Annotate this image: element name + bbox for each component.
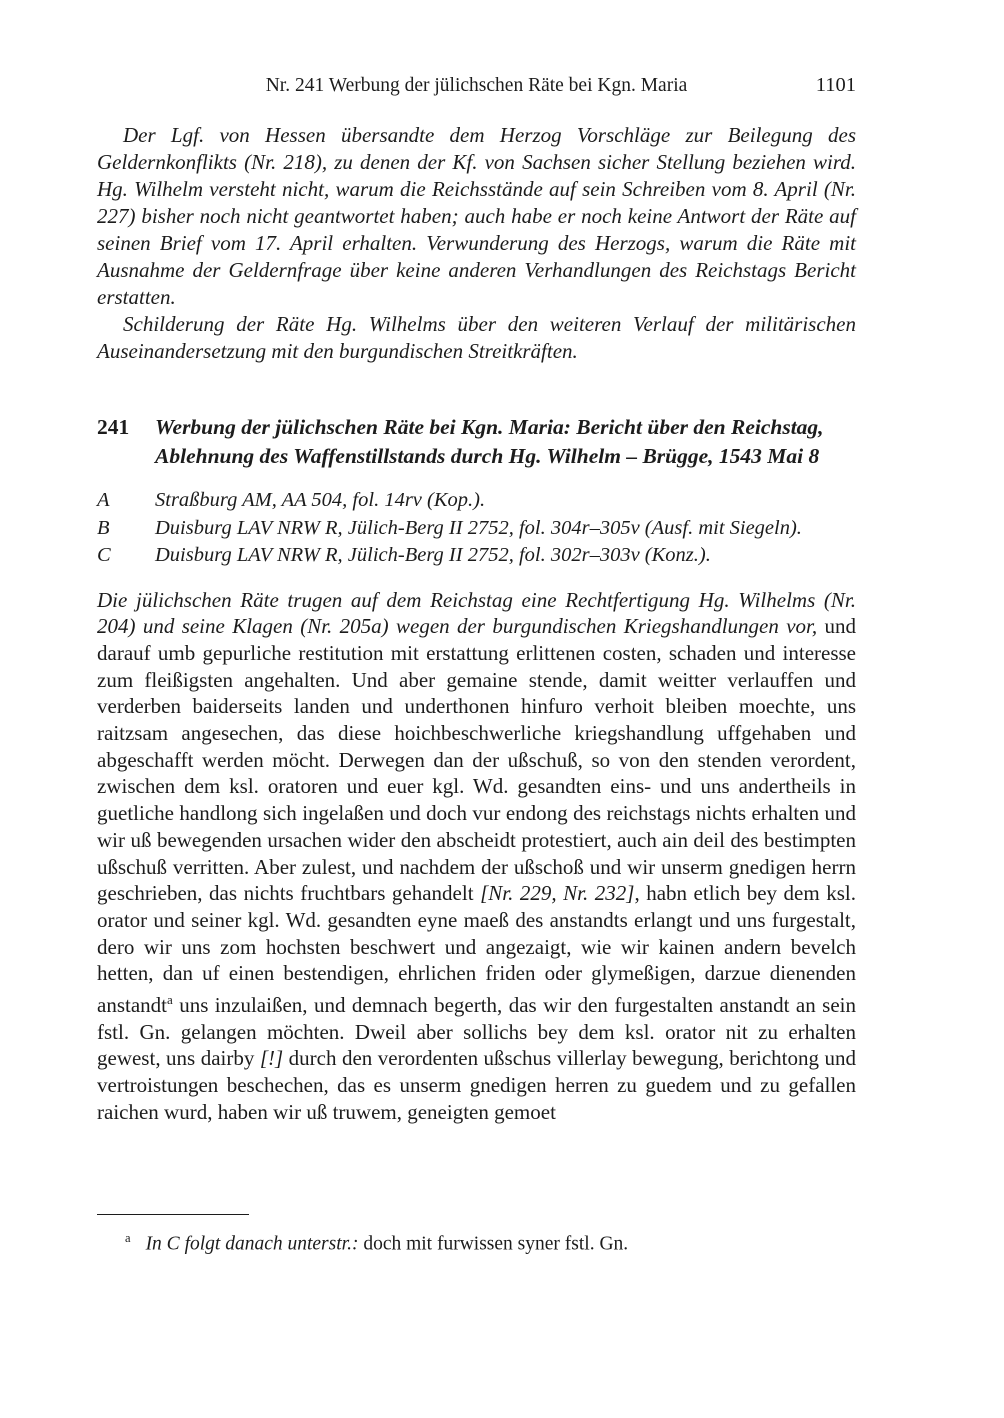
- running-head: [97, 74, 856, 98]
- text-segment: [Nr. 229, Nr. 232]: [480, 881, 635, 906]
- text-segment: a: [166, 992, 173, 1008]
- source-description: Straßburg AM, AA 504, fol. 14rv (Kop.).: [155, 489, 486, 511]
- source-description: Duisburg LAV NRW R, Jülich-Berg II 2752, fol. 304r–305v (Ausf. mit Siegeln).: [155, 516, 802, 539]
- text-segment: und darauf umb gepurliche restitution mit erstattung erlittenen costen, schaden und interesse zum fleißigsten angehalten. Und aber gemaine stende, damit weitter verlauffen und verderben baiderseits landen und underthonen hinfuro verhoit bleiben moechte, uns raitzsam angesechen, das diese hoichbeschwerliche kriegshandlung uffgehaben und abgeschafft werden möcht. Derwegen dan der ußschuß, so von den stenden verordent, zwischen dem ksl. oratoren und euer kgl. Wd. gesandten eins- und uns andertheils in guetliche handlong sich ingelaßen und doch vur endong des reichstags nichts erhalten und wir uß bewegenden ursachen wider den abscheidt protestiert, auch ain deil des bestimpten ußschuß verritten. Aber zulest, und nachdem der ußschoß und wir unserm gnedigen herrn geschrieben, das nichts fruchtbars gehandelt: [97, 614, 856, 906]
- entry-heading: [97, 413, 856, 470]
- text-segment: In C folgt danach unterstr.:: [145, 1233, 359, 1255]
- running-title: Nr. 241 Werbung der jülichschen Räte bei Kgn. Maria: [265, 75, 688, 96]
- entry-number: 241: [97, 415, 130, 439]
- text-segment: durch den verordenten ußschus villerlay bewegung, berichtong und vertroistungen beschechen, das es unserm gnedigen herren zu guedem und zu gefallen raichen wurd, haben wir uß truwem, geneigten gemoet: [97, 1046, 856, 1124]
- summary-paragraph-1: Der Lgf. von Hessen übersandte dem Herzog Vorschläge zur Beilegung des Geldernkonflikts (Nr. 218), zu denen der Kf. von Sachsen sicher Stellung beziehen wird. Hg. Wilhelm versteht nicht, warum die Reichsstände auf sein Schreiben vom 8. April (Nr. 227) bisher noch nicht geantwortet haben; auch habe er noch keine Antwort der Räte auf seinen Brief vom 17. April erhalten. Verwunderung des Herzogs, warum die Räte mit Ausnahme der Geldernfrage über keine anderen Verhandlungen des Reichstags Bericht erstatten.: [97, 123, 856, 309]
- source-siglum: B: [97, 516, 110, 539]
- page-number: 1101: [815, 74, 856, 96]
- footnote-rule: [97, 1214, 249, 1215]
- source-description: Duisburg LAV NRW R, Jülich-Berg II 2752, fol. 302r–303v (Konz.).: [155, 544, 711, 566]
- source-list: [97, 487, 856, 570]
- footnote: [97, 1226, 856, 1257]
- source-siglum: C: [97, 544, 111, 566]
- source-entry-b: [97, 515, 856, 543]
- text-segment: Die jülichschen Räte trugen auf dem Reichstag eine Rechtfertigung Hg. Wilhelms (Nr. 204) und seine Klagen (Nr. 205a) wegen der burgundischen Kriegshandlungen vor,: [97, 587, 856, 639]
- footnote-text: [146, 1234, 629, 1255]
- entry-title: Werbung der jülichschen Räte bei Kgn. Maria: Bericht über den Reichstag, Ablehnung des Waffenstillstands durch Hg. Wilhelm – Brügge, 1543 Mai 8: [155, 415, 824, 468]
- text-segment: , habn etlich bey dem ksl. orator und seiner kgl. Wd. gesandten eyne maeß des anstandts erlangt und uns furgestalt, dero wir uns zom hochsten beschwert und angezaigt, wie wir kainen andern bevelch hetten, dan uf einen bestendigen, ehrlichen friden oder glymeßigen, darzue dienenden anstandt: [97, 881, 856, 1018]
- summary-paragraph-2: Schilderung der Räte Hg. Wilhelms über den weiteren Verlauf der militärischen Auseinandersetzung mit den burgundischen Streitkräften.: [97, 312, 856, 363]
- text-segment: uns inzulaißen, und demnach begerth, das wir den furgestalten anstandt an sein fstl. Gn. gelangen möchten. Dweil aber sollichs bey dem ksl. orator nit zu erhalten gewest, uns dairby: [97, 993, 856, 1071]
- source-siglum: A: [97, 489, 110, 511]
- source-entry-c: [97, 542, 856, 570]
- text-segment: [!]: [259, 1046, 284, 1071]
- source-entry-a: [97, 487, 856, 515]
- document-body: [97, 587, 856, 1126]
- footnote-area: [97, 1214, 856, 1257]
- text-segment: doch mit furwissen syner fstl. Gn.: [358, 1233, 629, 1255]
- summary-section: [97, 122, 856, 365]
- footnote-marker: a: [125, 1231, 131, 1245]
